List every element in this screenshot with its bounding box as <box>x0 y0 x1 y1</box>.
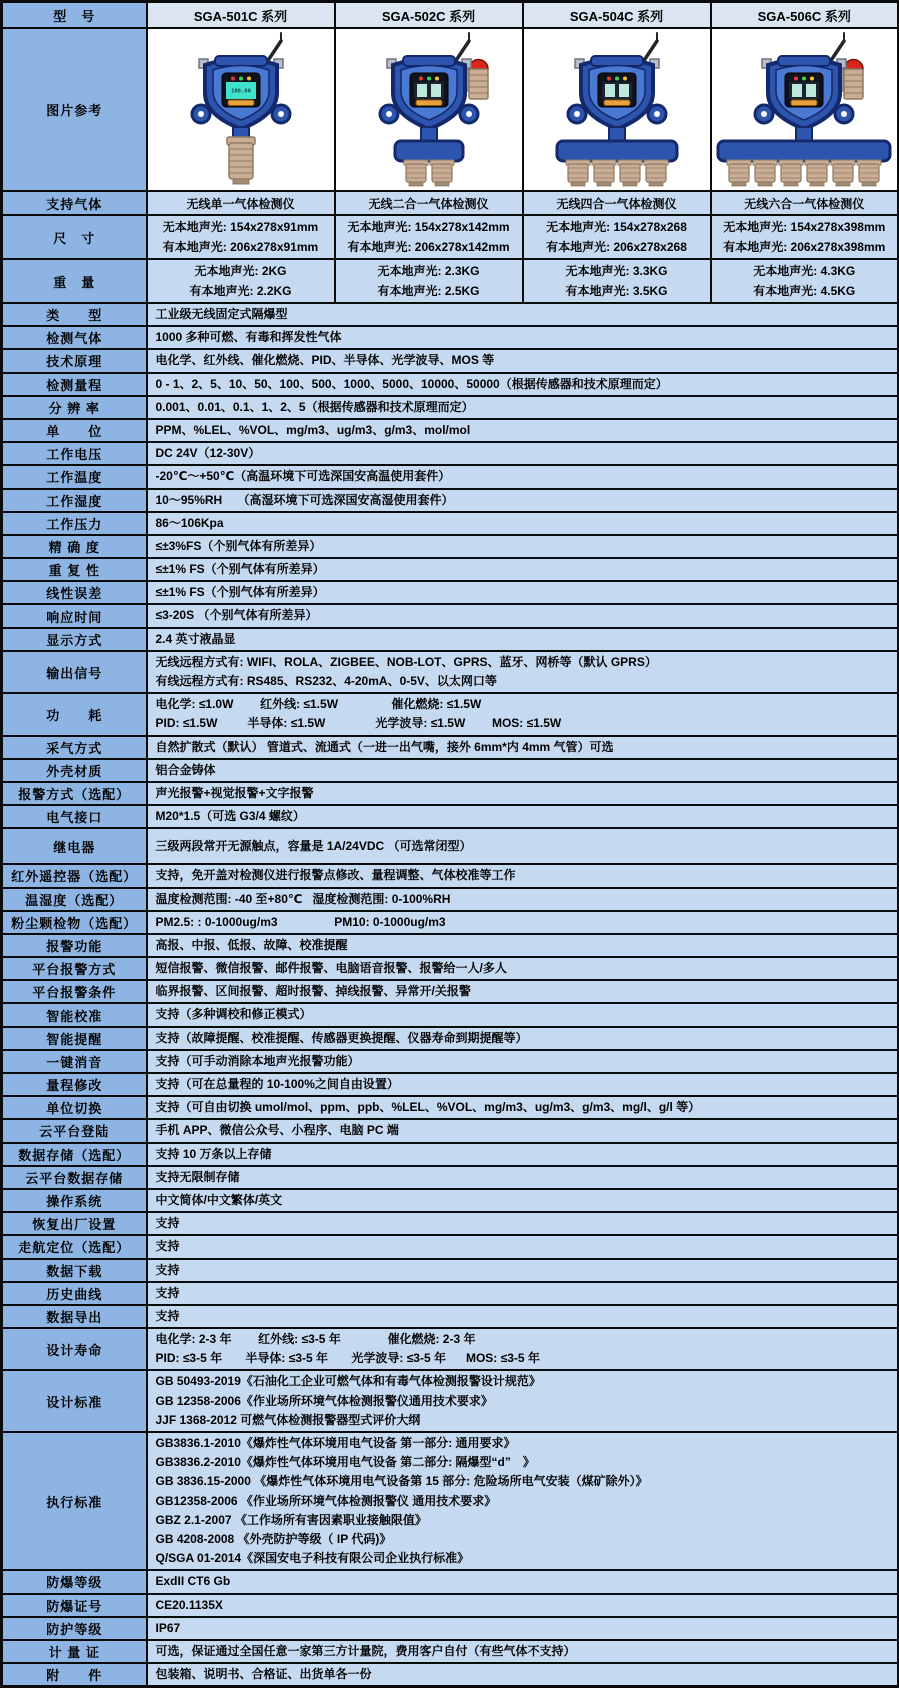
weight-value-502c <box>335 259 523 303</box>
row-value-line: ≤±1% FS（个别气体有所差异） <box>155 562 325 577</box>
row-value <box>147 693 899 735</box>
row-label: 响应时间 <box>2 604 147 627</box>
row-value-line: 0 - 1、2、5、10、50、100、500、1000、5000、10000、50000（根据传感器和技术原理而定） <box>155 376 668 391</box>
row-value-line: 2.4 英寸液晶显 <box>155 631 236 646</box>
table-row <box>2 419 899 442</box>
image-row-label: 图片参考 <box>2 28 147 191</box>
weight-value-504c <box>523 259 711 303</box>
weight-value-501c <box>147 259 335 303</box>
row-value <box>147 326 899 349</box>
gas-detector-illustration <box>525 29 709 187</box>
row-value-line: 包装箱、说明书、合格证、出货单各一份 <box>155 1667 372 1682</box>
size-line: 有本地声光: 206x278x91mm <box>162 240 319 254</box>
row-value-line: 温度检测范围: -40 至+80℃ 湿度检测范围: 0-100%RH <box>155 891 451 906</box>
row-value <box>147 1432 899 1570</box>
support-value-504c: 无线四合一气体检测仪 <box>523 191 711 215</box>
table-row <box>2 1328 899 1370</box>
row-label: 功 耗 <box>2 693 147 735</box>
row-value-line: 临界报警、区间报警、超时报警、掉线报警、异常开/关报警 <box>155 984 471 999</box>
table-row <box>2 1594 899 1617</box>
row-value-line: 86～106Kpa <box>155 515 224 530</box>
row-label: 类 型 <box>2 303 147 326</box>
table-row <box>2 535 899 558</box>
row-label: 尺 寸 <box>2 215 147 259</box>
row-value <box>147 1003 899 1026</box>
row-value <box>147 1617 899 1640</box>
row-label: 平台报警条件 <box>2 980 147 1003</box>
row-value-line: 可选，保证通过全国任意一家第三方计量院，费用客户自付（有些气体不支持） <box>155 1643 576 1658</box>
row-value <box>147 349 899 372</box>
row-label: 设计寿命 <box>2 1328 147 1370</box>
row-value-line: GB 12358-2006《作业场所环境气体检测报警仪通用技术要求》 <box>155 1393 493 1408</box>
row-value <box>147 1189 899 1212</box>
table-row <box>2 980 899 1003</box>
row-label: 数据下载 <box>2 1259 147 1282</box>
row-value-line: 支持（可自由切换 umol/mol、ppm、ppb、%LEL、%VOL、mg/m3、ug/m3、g/m3、mg/l、g/l 等） <box>155 1100 701 1115</box>
row-label: 精 确 度 <box>2 535 147 558</box>
row-label: 一键消音 <box>2 1050 147 1073</box>
row-value <box>147 581 899 604</box>
table-row <box>2 465 899 488</box>
row-value <box>147 535 899 558</box>
table-row <box>2 373 899 396</box>
table-row <box>2 1073 899 1096</box>
row-value-line: 电化学: 2-3 年 红外线: ≤3-5 年 催化燃烧: 2-3 年 <box>155 1332 476 1347</box>
model-header-label: 型 号 <box>2 2 147 29</box>
series-name-502c: SGA-502C 系列 <box>335 2 523 29</box>
row-value-line: 支持 10 万条以上存储 <box>155 1146 272 1161</box>
row-label: 显示方式 <box>2 628 147 651</box>
row-value-line: 支持无限制存储 <box>155 1169 240 1184</box>
device-image-sga-504c <box>523 28 711 191</box>
row-value-line: 支持 <box>155 1239 180 1254</box>
weight-line: 有本地声光: 4.5KG <box>753 284 856 298</box>
row-value-line: 支持 <box>155 1285 180 1300</box>
row-value <box>147 957 899 980</box>
row-value <box>147 805 899 828</box>
table-row <box>2 303 899 326</box>
row-label: 检测气体 <box>2 326 147 349</box>
weight-line: 无本地声光: 2.3KG <box>377 264 480 278</box>
weight-line: 无本地声光: 4.3KG <box>753 264 856 278</box>
weight-line: 有本地声光: 2.5KG <box>377 284 480 298</box>
row-label: 云平台数据存储 <box>2 1166 147 1189</box>
table-row <box>2 693 899 735</box>
row-value <box>147 419 899 442</box>
table-row <box>2 1189 899 1212</box>
row-label: 分 辨 率 <box>2 396 147 419</box>
row-label: 智能提醒 <box>2 1027 147 1050</box>
device-image-sga-502c <box>335 28 523 191</box>
table-row <box>2 1432 899 1570</box>
row-label: 历史曲线 <box>2 1282 147 1305</box>
row-value-line: JJF 1368-2012 可燃气体检测报警器型式评价大纲 <box>155 1412 421 1427</box>
row-label: 计 量 证 <box>2 1640 147 1663</box>
table-row <box>2 1027 899 1050</box>
size-value-501c <box>147 215 335 259</box>
row-value <box>147 628 899 651</box>
row-value-line: 电化学、红外线、催化燃烧、PID、半导体、光学波导、MOS 等 <box>155 353 495 368</box>
row-label: 工作压力 <box>2 512 147 535</box>
table-row <box>2 1166 899 1189</box>
table-row <box>2 1143 899 1166</box>
row-label: 工作湿度 <box>2 489 147 512</box>
row-label: 采气方式 <box>2 736 147 759</box>
row-label: 外壳材质 <box>2 759 147 782</box>
row-value-line: GB3836.1-2010《爆炸性气体环境用电气设备 第一部分: 通用要求》 <box>155 1436 516 1450</box>
row-label: 重 量 <box>2 259 147 303</box>
row-value-line: 手机 APP、微信公众号、小程序、电脑 PC 端 <box>155 1123 399 1138</box>
row-value <box>147 736 899 759</box>
row-label: 技术原理 <box>2 349 147 372</box>
row-value <box>147 303 899 326</box>
svg-text:100.00: 100.00 <box>230 88 251 95</box>
row-value-line: 声光报警+视觉报警+文字报警 <box>155 785 314 800</box>
table-row <box>2 604 899 627</box>
row-value-line: -20℃～+50℃（高温环境下可选深国安高温使用套件） <box>155 469 451 484</box>
row-label: 线性误差 <box>2 581 147 604</box>
size-value-504c <box>523 215 711 259</box>
table-row <box>2 1617 899 1640</box>
row-label: 检测量程 <box>2 373 147 396</box>
row-value-line: CE20.1135X <box>155 1597 223 1612</box>
row-label: 红外遥控器（选配） <box>2 864 147 887</box>
row-value <box>147 828 899 864</box>
table-row <box>2 512 899 535</box>
weight-line: 有本地声光: 3.5KG <box>565 284 668 298</box>
row-label: 单位切换 <box>2 1096 147 1119</box>
table-row <box>2 828 899 864</box>
table-row <box>2 934 899 957</box>
row-label: 恢复出厂设置 <box>2 1212 147 1235</box>
row-value <box>147 980 899 1003</box>
table-row <box>2 558 899 581</box>
row-value-line: 无线远程方式有: WIFI、ROLA、ZIGBEE、NOB-LOT、GPRS、蓝牙、网桥等（默认 GPRS） <box>155 654 657 669</box>
row-value-line: 1000 多种可燃、有毒和挥发性气体 <box>155 330 342 345</box>
table-row <box>2 326 899 349</box>
row-value-line: ≤±1% FS（个别气体有所差异） <box>155 585 325 600</box>
row-value <box>147 1027 899 1050</box>
row-value <box>147 442 899 465</box>
table-row <box>2 736 899 759</box>
size-line: 有本地声光: 206x278x142mm <box>347 240 510 254</box>
table-row <box>2 1305 899 1328</box>
row-value-line: 支持（多种调校和修正模式） <box>155 1007 312 1022</box>
row-value <box>147 604 899 627</box>
row-value <box>147 465 899 488</box>
table-row <box>2 1235 899 1258</box>
row-value-line: 铝合金铸体 <box>155 762 216 777</box>
table-row <box>2 349 899 372</box>
table-row <box>2 651 899 693</box>
size-value-502c <box>335 215 523 259</box>
row-value-line: GB3836.2-2010《爆炸性气体环境用电气设备 第二部分: 隔爆型“d” 》 <box>155 1455 535 1470</box>
row-label: 执行标准 <box>2 1432 147 1570</box>
row-value-line: 支持（可在总量程的 10-100%之间自由设置） <box>155 1077 399 1091</box>
row-value <box>147 558 899 581</box>
weight-row <box>2 259 899 303</box>
row-label: 支持气体 <box>2 191 147 215</box>
table-row <box>2 805 899 828</box>
table-row <box>2 1212 899 1235</box>
row-value-line: 10～95%RH （高湿环境下可选深国安高湿使用套件） <box>155 492 454 507</box>
weight-line: 无本地声光: 3.3KG <box>565 264 668 278</box>
row-value <box>147 1235 899 1258</box>
table-row <box>2 1282 899 1305</box>
row-value <box>147 1305 899 1328</box>
row-value-line: 三级两段常开无源触点，容量是 1A/24VDC （可选常闭型） <box>155 838 472 853</box>
table-row <box>2 957 899 980</box>
model-header-row <box>2 2 899 29</box>
size-value-506c <box>711 215 899 259</box>
row-value <box>147 1370 899 1432</box>
row-value-line: GBZ 2.1-2007 《工作场所有害因素职业接触限值》 <box>155 1512 427 1527</box>
gas-detector-illustration <box>712 29 896 187</box>
row-value <box>147 759 899 782</box>
row-label: 报警方式（选配） <box>2 782 147 805</box>
row-value-line: GB12358-2006 《作业场所环境气体检测报警仪 通用技术要求》 <box>155 1493 497 1508</box>
row-value-line: 电化学: ≤1.0W 红外线: ≤1.5W 催化燃烧: ≤1.5W <box>155 697 482 712</box>
row-value-line: ≤3-20S （个别气体有所差异） <box>155 608 318 623</box>
row-value-line: PID: ≤1.5W 半导体: ≤1.5W 光学波导: ≤1.5W MOS: ≤1.5W <box>155 716 562 731</box>
weight-line: 有本地声光: 2.2KG <box>189 284 292 298</box>
row-label: 报警功能 <box>2 934 147 957</box>
row-label: 量程修改 <box>2 1073 147 1096</box>
row-value-line: 支持 <box>155 1262 180 1277</box>
table-row <box>2 1003 899 1026</box>
row-value-line: PID: ≤3-5 年 半导体: ≤3-5 年 光学波导: ≤3-5 年 MOS: ≤3-5 年 <box>155 1351 540 1366</box>
row-value <box>147 1212 899 1235</box>
table-row <box>2 1370 899 1432</box>
row-label: 单 位 <box>2 419 147 442</box>
table-row <box>2 396 899 419</box>
spec-rows-body <box>2 303 899 1687</box>
row-value-line: DC 24V（12-30V） <box>155 446 261 461</box>
row-value-line: M20*1.5（可选 G3/4 螺纹） <box>155 809 305 824</box>
row-value-line: 支持 <box>155 1216 180 1231</box>
row-value <box>147 1570 899 1593</box>
support-value-501c: 无线单一气体检测仪 <box>147 191 335 215</box>
row-value-line: 工业级无线固定式隔爆型 <box>155 307 288 321</box>
row-value-line: PM2.5: : 0-1000ug/m3 PM10: 0-1000ug/m3 <box>155 914 446 929</box>
table-row <box>2 442 899 465</box>
table-row <box>2 888 899 911</box>
weight-line: 无本地声光: 2KG <box>194 264 287 278</box>
row-value-line: 0.001、0.01、0.1、1、2、5（根据传感器和技术原理而定） <box>155 399 474 414</box>
device-image-sga-506c <box>711 28 899 191</box>
row-value <box>147 489 899 512</box>
row-value-line: 支持，免开盖对检测仪进行报警点修改、量程调整、气体校准等工作 <box>155 868 516 883</box>
row-value <box>147 373 899 396</box>
series-name-506c: SGA-506C 系列 <box>711 2 899 29</box>
table-row <box>2 1119 899 1142</box>
row-value-line: 自然扩散式（默认） 管道式、流通式（一进一出气嘴，接外 6mm*内 4mm 气管）可选 <box>155 739 614 754</box>
row-value <box>147 888 899 911</box>
row-label: 输出信号 <box>2 651 147 693</box>
table-row <box>2 1259 899 1282</box>
support-value-502c: 无线二合一气体检测仪 <box>335 191 523 215</box>
row-value-line: ExdII CT6 Gb <box>155 1574 231 1589</box>
row-label: 防爆等级 <box>2 1570 147 1593</box>
row-value-line: Q/SGA 01-2014《深国安电子科技有限公司企业执行标准》 <box>155 1551 470 1566</box>
row-value <box>147 1282 899 1305</box>
row-value <box>147 1050 899 1073</box>
row-value <box>147 396 899 419</box>
table-row <box>2 782 899 805</box>
row-label: 数据导出 <box>2 1305 147 1328</box>
row-label: 工作电压 <box>2 442 147 465</box>
row-value-line: 高报、中报、低报、故障、校准提醒 <box>155 937 348 952</box>
row-label: 数据存储（选配） <box>2 1143 147 1166</box>
row-value <box>147 1119 899 1142</box>
size-line: 无本地声光: 154x278x91mm <box>162 220 319 234</box>
row-value-line: 短信报警、微信报警、邮件报警、电脑语音报警、报警给一人/多人 <box>155 961 507 976</box>
gas-detector-illustration <box>149 29 333 187</box>
row-value-line: GB 4208-2008 《外壳防护等级（ IP 代码)》 <box>155 1531 392 1546</box>
row-value <box>147 1594 899 1617</box>
size-line: 无本地声光: 154x278x268 <box>546 220 687 234</box>
table-row <box>2 759 899 782</box>
row-value-line: 中文简体/中文繁体/英文 <box>155 1192 283 1207</box>
row-value <box>147 911 899 934</box>
row-label: 重 复 性 <box>2 558 147 581</box>
row-value-line: 支持 <box>155 1308 180 1323</box>
row-label: 设计标准 <box>2 1370 147 1432</box>
row-value <box>147 1143 899 1166</box>
row-value <box>147 651 899 693</box>
row-value-line: GB 50493-2019《石油化工企业可燃气体和有毒气体检测报警设计规范》 <box>155 1374 541 1389</box>
row-value-line: 支持（故障提醒、校准提醒、传感器更换提醒、仪器寿命到期提醒等） <box>155 1030 528 1045</box>
gas-detector-illustration <box>337 29 521 187</box>
table-row <box>2 864 899 887</box>
size-line: 有本地声光: 206x278x268 <box>546 240 687 254</box>
row-value <box>147 864 899 887</box>
row-label: 温湿度（选配） <box>2 888 147 911</box>
weight-value-506c <box>711 259 899 303</box>
table-row <box>2 581 899 604</box>
row-label: 防爆证号 <box>2 1594 147 1617</box>
row-value-line: IP67 <box>155 1620 181 1635</box>
row-label: 附 件 <box>2 1663 147 1687</box>
table-row <box>2 1640 899 1663</box>
row-value <box>147 512 899 535</box>
table-row <box>2 911 899 934</box>
table-row <box>2 1050 899 1073</box>
row-value <box>147 1073 899 1096</box>
size-line: 有本地声光: 206x278x398mm <box>723 240 886 254</box>
row-value <box>147 1663 899 1687</box>
device-image-sga-501c <box>147 28 335 191</box>
row-value-line: PPM、%LEL、%VOL、mg/m3、ug/m3、g/m3、mol/mol <box>155 422 471 437</box>
row-value-line: 支持（可手动消除本地声光报警功能） <box>155 1053 360 1068</box>
row-label: 智能校准 <box>2 1003 147 1026</box>
row-label: 继电器 <box>2 828 147 864</box>
table-row <box>2 1096 899 1119</box>
supported-gas-row <box>2 191 899 215</box>
row-value <box>147 934 899 957</box>
row-value <box>147 1259 899 1282</box>
row-label: 粉尘颗检物（选配） <box>2 911 147 934</box>
table-row <box>2 1570 899 1593</box>
size-row <box>2 215 899 259</box>
row-value-line: GB 3836.15-2000 《爆炸性气体环境用电气设备第 15 部分: 危险场所电气安装（煤矿除外）》 <box>155 1474 648 1489</box>
size-line: 无本地声光: 154x278x142mm <box>347 220 510 234</box>
table-row <box>2 489 899 512</box>
row-value <box>147 1328 899 1370</box>
row-value-line: 有线远程方式有: RS485、RS232、4-20mA、0-5V、以太网口等 <box>155 674 497 688</box>
size-line: 无本地声光: 154x278x398mm <box>723 220 886 234</box>
series-name-501c: SGA-501C 系列 <box>147 2 335 29</box>
row-value <box>147 1166 899 1189</box>
row-label: 平台报警方式 <box>2 957 147 980</box>
series-name-504c: SGA-504C 系列 <box>523 2 711 29</box>
row-value <box>147 1640 899 1663</box>
row-value-line: ≤±3%FS（个别气体有所差异） <box>155 538 322 553</box>
row-label: 电气接口 <box>2 805 147 828</box>
row-value <box>147 1096 899 1119</box>
row-label: 工作温度 <box>2 465 147 488</box>
row-value <box>147 782 899 805</box>
row-label: 云平台登陆 <box>2 1119 147 1142</box>
row-label: 操作系统 <box>2 1189 147 1212</box>
image-row <box>2 28 899 191</box>
table-row <box>2 1663 899 1687</box>
row-label: 走航定位（选配） <box>2 1235 147 1258</box>
row-label: 防护等级 <box>2 1617 147 1640</box>
support-value-506c: 无线六合一气体检测仪 <box>711 191 899 215</box>
table-row <box>2 628 899 651</box>
